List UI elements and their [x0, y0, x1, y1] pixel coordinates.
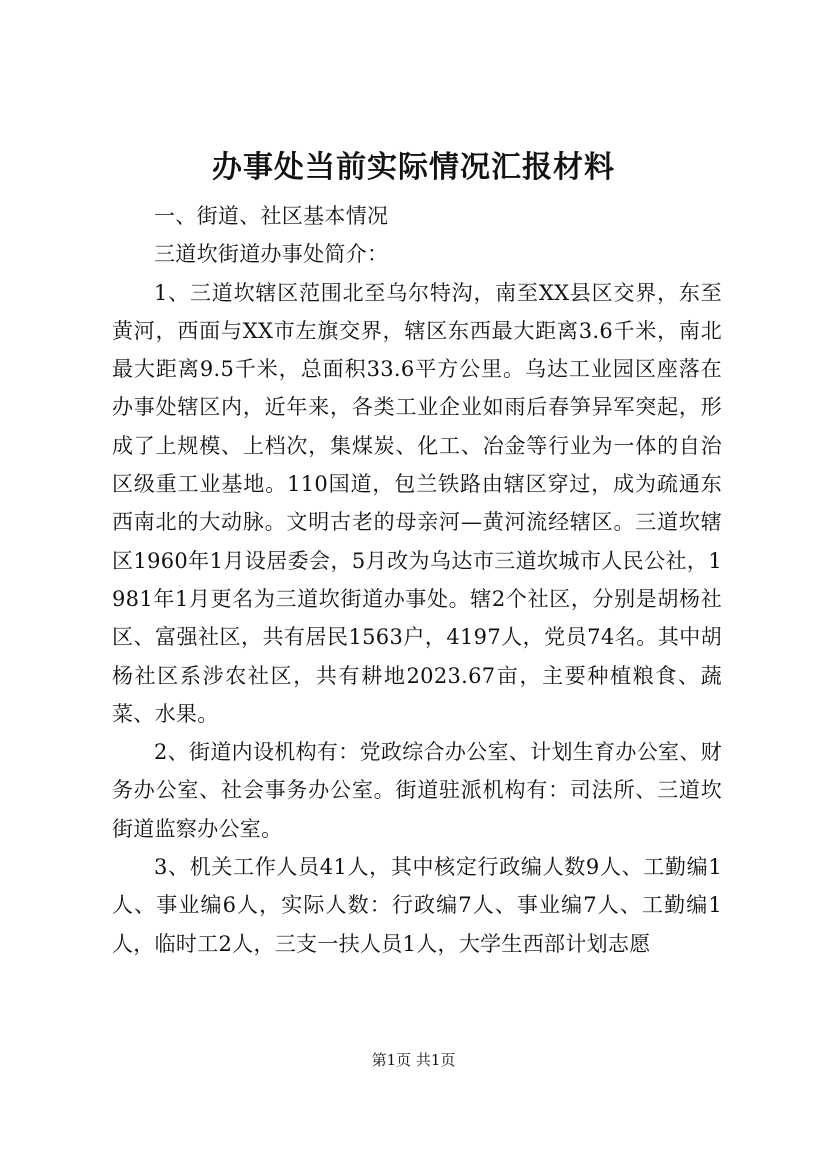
paragraph-3: 3、机关工作人员41人，其中核定行政编人数9人、工勤编1人、事业编6人，实际人数：行政编7人、事业编7人、工勤编1人，临时工2人，三支一扶人员1人，大学生西部计划志愿 — [112, 855, 722, 956]
section-heading: 一、街道、社区基本情况 — [154, 204, 389, 228]
subsection-heading: 三道坎街道办事处简介： — [154, 242, 389, 267]
document-title: 办事处当前实际情况汇报材料 — [212, 150, 615, 185]
paragraph-2: 2、街道内设机构有：党政综合办公室、计划生育办公室、财务办公室、社会事务办公室。街道驻派机构有：司法所、三道坎街道监察办公室。 — [112, 740, 722, 841]
document-body — [112, 197, 722, 963]
paragraph-1: 1、三道坎辖区范围北至乌尔特沟，南至XX县区交界，东至黄河，西面与XX市左旗交界，辖区东西最大距离3.6千米，南北最大距离9.5千米，总面积33.6平方公里。乌达工业园区座落在办事处辖区内，近年来，各类工业企业如雨后春笋异军突起，形成了上规模、上档次，集煤炭、化工、冶金等行业为一体的自治区级重工业基地。110国道，包兰铁路由辖区穿过，成为疏通东西南北的大动脉。文明古老的母亲河—黄河流经辖区。三道坎辖区1960年1月设居委会，5月改为乌达市三道坎城市人民公社，1981年1月更名为三道坎街道办事处。辖2个社区，分别是胡杨社区、富强社区，共有居民1563户，4197人，党员74名。其中胡杨社区系涉农社区，共有耕地2023.67亩，主要种植粮食、蔬菜、水果。 — [112, 280, 722, 726]
page-number-footer: 第1页 共1页 — [371, 1051, 456, 1069]
